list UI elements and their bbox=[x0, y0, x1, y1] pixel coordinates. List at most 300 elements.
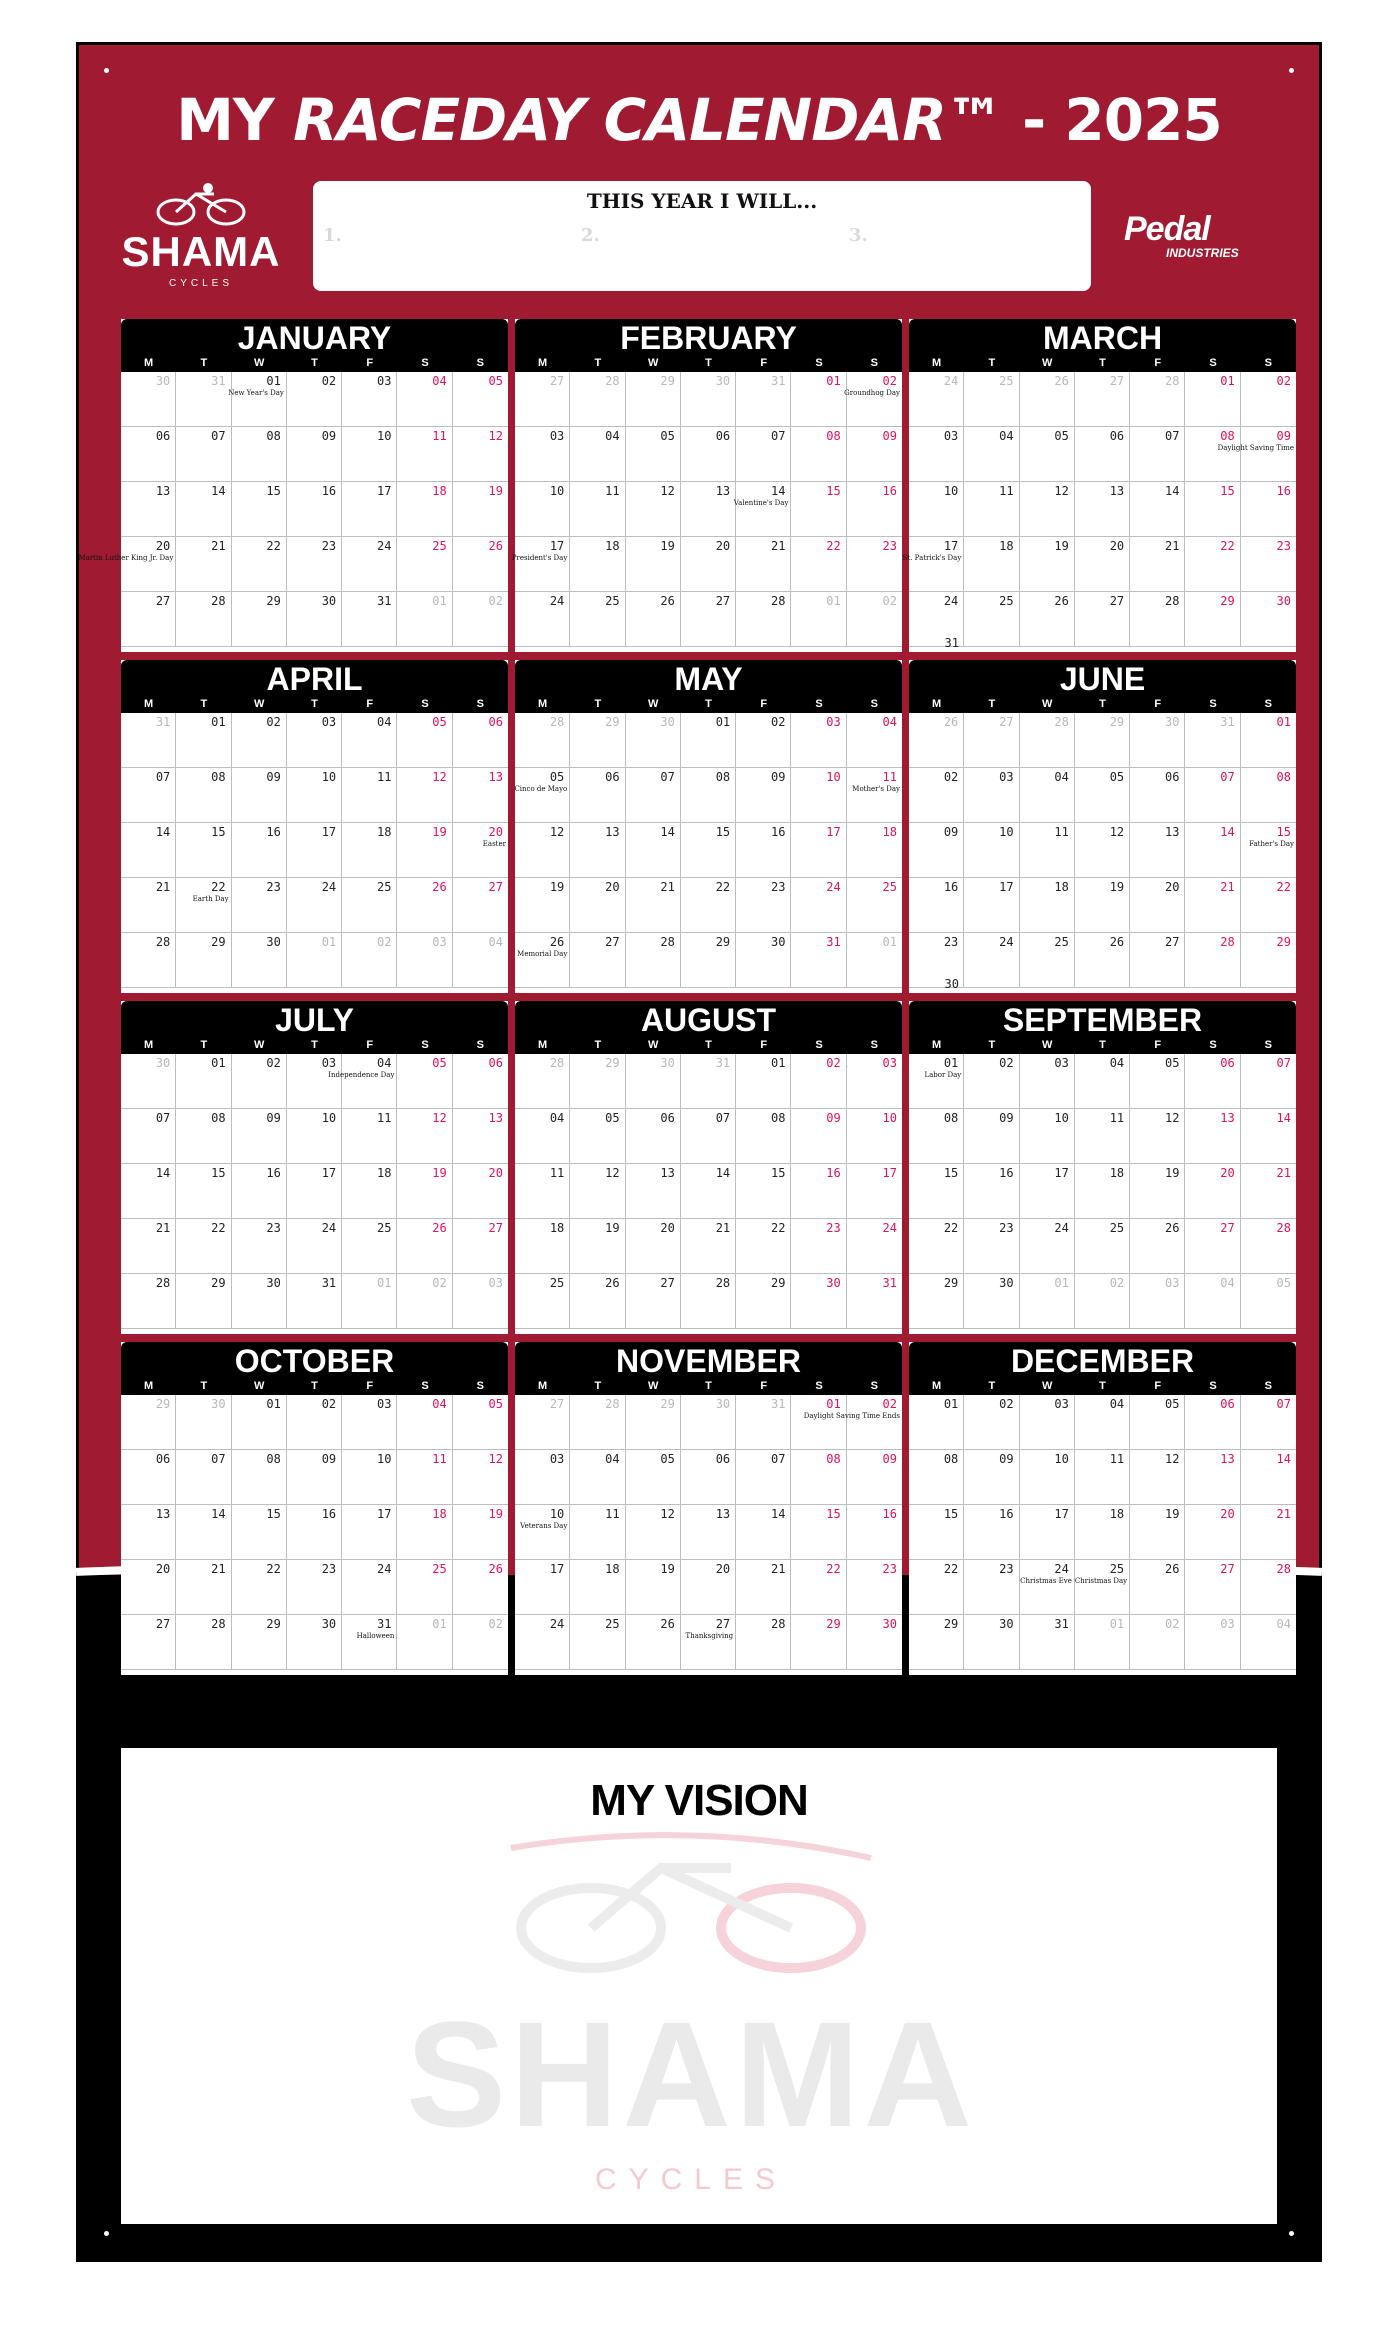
day-cell[interactable] bbox=[287, 537, 342, 592]
day-cell[interactable] bbox=[570, 1615, 625, 1670]
day-cell[interactable] bbox=[453, 823, 508, 878]
day-cell[interactable] bbox=[1130, 427, 1185, 482]
day-cell[interactable] bbox=[736, 1505, 791, 1560]
day-cell[interactable] bbox=[791, 1109, 846, 1164]
day-cell[interactable] bbox=[570, 823, 625, 878]
day-cell[interactable] bbox=[681, 1219, 736, 1274]
day-cell[interactable] bbox=[397, 1164, 452, 1219]
day-cell[interactable] bbox=[1185, 1450, 1240, 1505]
day-cell[interactable] bbox=[121, 592, 176, 647]
day-cell[interactable] bbox=[232, 1450, 287, 1505]
day-cell[interactable] bbox=[1020, 427, 1075, 482]
day-cell[interactable] bbox=[681, 372, 736, 427]
day-cell[interactable] bbox=[397, 1054, 452, 1109]
day-cell[interactable] bbox=[1241, 878, 1296, 933]
day-cell[interactable] bbox=[1130, 1395, 1185, 1450]
day-cell[interactable] bbox=[1185, 1219, 1240, 1274]
day-cell[interactable] bbox=[397, 1450, 452, 1505]
day-cell[interactable] bbox=[453, 1219, 508, 1274]
day-cell[interactable] bbox=[1130, 537, 1185, 592]
day-cell[interactable] bbox=[232, 537, 287, 592]
day-cell[interactable] bbox=[1130, 1560, 1185, 1615]
day-cell[interactable] bbox=[791, 713, 846, 768]
day-cell[interactable] bbox=[847, 592, 902, 647]
day-cell[interactable] bbox=[626, 1615, 681, 1670]
day-cell[interactable] bbox=[176, 1164, 231, 1219]
day-cell[interactable] bbox=[287, 427, 342, 482]
day-cell[interactable] bbox=[1241, 933, 1296, 988]
goal-item-1[interactable]: 1. bbox=[323, 225, 342, 246]
day-cell[interactable] bbox=[1130, 713, 1185, 768]
day-cell[interactable] bbox=[1020, 1109, 1075, 1164]
day-cell[interactable] bbox=[176, 1109, 231, 1164]
day-cell[interactable] bbox=[847, 1505, 902, 1560]
day-cell[interactable] bbox=[232, 1274, 287, 1329]
day-cell[interactable] bbox=[515, 372, 570, 427]
day-cell[interactable] bbox=[1020, 1219, 1075, 1274]
day-cell[interactable] bbox=[847, 1164, 902, 1219]
day-cell[interactable] bbox=[736, 878, 791, 933]
day-cell[interactable] bbox=[791, 1164, 846, 1219]
day-cell[interactable] bbox=[176, 482, 231, 537]
day-cell[interactable] bbox=[681, 427, 736, 482]
day-cell[interactable] bbox=[232, 713, 287, 768]
day-cell[interactable] bbox=[736, 823, 791, 878]
day-cell[interactable] bbox=[909, 878, 964, 933]
day-cell[interactable] bbox=[232, 1505, 287, 1560]
day-cell[interactable] bbox=[1020, 768, 1075, 823]
day-cell[interactable] bbox=[1185, 823, 1240, 878]
day-cell[interactable] bbox=[287, 823, 342, 878]
day-cell[interactable] bbox=[232, 1109, 287, 1164]
day-cell[interactable] bbox=[847, 537, 902, 592]
day-cell[interactable] bbox=[515, 1615, 570, 1670]
day-cell[interactable] bbox=[909, 768, 964, 823]
day-cell[interactable] bbox=[1130, 933, 1185, 988]
day-cell[interactable] bbox=[964, 1054, 1019, 1109]
day-cell[interactable] bbox=[626, 1109, 681, 1164]
day-cell[interactable] bbox=[681, 768, 736, 823]
day-cell[interactable] bbox=[1020, 1615, 1075, 1670]
goal-item-2[interactable]: 2. bbox=[581, 225, 600, 246]
day-cell[interactable] bbox=[176, 1450, 231, 1505]
day-cell[interactable] bbox=[1241, 713, 1296, 768]
day-cell[interactable] bbox=[847, 878, 902, 933]
day-cell[interactable] bbox=[902, 537, 964, 592]
day-cell[interactable] bbox=[453, 1054, 508, 1109]
day-cell[interactable] bbox=[570, 768, 625, 823]
day-cell[interactable] bbox=[287, 768, 342, 823]
day-cell[interactable] bbox=[121, 1450, 176, 1505]
day-cell[interactable] bbox=[1020, 1164, 1075, 1219]
day-cell[interactable] bbox=[342, 933, 397, 988]
day-cell[interactable] bbox=[453, 878, 508, 933]
day-cell[interactable] bbox=[453, 768, 508, 823]
day-cell[interactable] bbox=[847, 1219, 902, 1274]
day-cell[interactable] bbox=[1241, 482, 1296, 537]
day-cell[interactable] bbox=[287, 878, 342, 933]
day-cell[interactable] bbox=[287, 1450, 342, 1505]
day-cell[interactable] bbox=[397, 933, 452, 988]
day-cell[interactable] bbox=[681, 1109, 736, 1164]
day-cell[interactable] bbox=[1130, 1505, 1185, 1560]
day-cell[interactable] bbox=[287, 1560, 342, 1615]
day-cell[interactable] bbox=[515, 482, 570, 537]
day-cell[interactable] bbox=[1020, 592, 1075, 647]
day-cell[interactable] bbox=[232, 1560, 287, 1615]
day-cell[interactable] bbox=[847, 768, 902, 823]
day-cell[interactable] bbox=[1130, 1164, 1185, 1219]
day-cell[interactable] bbox=[964, 537, 1019, 592]
day-cell[interactable] bbox=[1075, 592, 1130, 647]
day-cell[interactable] bbox=[1130, 1109, 1185, 1164]
day-cell[interactable] bbox=[121, 1615, 176, 1670]
day-cell[interactable] bbox=[228, 372, 287, 427]
day-cell[interactable] bbox=[964, 1164, 1019, 1219]
day-cell[interactable] bbox=[909, 482, 964, 537]
day-cell[interactable] bbox=[1075, 1219, 1130, 1274]
day-cell[interactable] bbox=[570, 1560, 625, 1615]
day-cell[interactable] bbox=[1130, 372, 1185, 427]
day-cell[interactable] bbox=[515, 427, 570, 482]
day-cell[interactable] bbox=[121, 427, 176, 482]
day-cell[interactable] bbox=[626, 768, 681, 823]
day-cell[interactable] bbox=[736, 372, 791, 427]
day-cell[interactable] bbox=[964, 1109, 1019, 1164]
day-cell[interactable] bbox=[736, 1560, 791, 1615]
day-cell[interactable] bbox=[964, 713, 1019, 768]
day-cell[interactable] bbox=[287, 1164, 342, 1219]
day-cell[interactable] bbox=[342, 1615, 397, 1670]
day-cell[interactable] bbox=[1241, 1054, 1296, 1109]
day-cell[interactable] bbox=[342, 1219, 397, 1274]
day-cell[interactable] bbox=[1075, 713, 1130, 768]
day-cell[interactable] bbox=[736, 592, 791, 647]
day-cell[interactable] bbox=[1020, 933, 1075, 988]
day-cell[interactable] bbox=[232, 1164, 287, 1219]
day-cell[interactable] bbox=[736, 1109, 791, 1164]
day-cell[interactable] bbox=[1185, 427, 1240, 482]
day-cell[interactable] bbox=[176, 372, 231, 427]
day-cell[interactable] bbox=[791, 537, 846, 592]
day-cell[interactable] bbox=[397, 713, 452, 768]
day-cell[interactable] bbox=[287, 1615, 342, 1670]
day-cell[interactable] bbox=[515, 1395, 570, 1450]
day-cell[interactable] bbox=[736, 1054, 791, 1109]
day-cell[interactable] bbox=[1130, 1450, 1185, 1505]
day-cell[interactable] bbox=[515, 1109, 570, 1164]
day-cell[interactable] bbox=[515, 1164, 570, 1219]
day-cell[interactable] bbox=[570, 1164, 625, 1219]
day-cell[interactable] bbox=[626, 1054, 681, 1109]
day-cell[interactable] bbox=[121, 1219, 176, 1274]
day-cell[interactable] bbox=[515, 823, 570, 878]
day-cell[interactable] bbox=[232, 1395, 287, 1450]
day-cell[interactable] bbox=[909, 1054, 964, 1109]
day-cell[interactable] bbox=[342, 1560, 397, 1615]
day-cell[interactable] bbox=[232, 1615, 287, 1670]
day-cell[interactable] bbox=[121, 1164, 176, 1219]
day-cell[interactable] bbox=[791, 1615, 846, 1670]
day-cell[interactable] bbox=[791, 1505, 846, 1560]
day-cell[interactable] bbox=[1020, 878, 1075, 933]
day-cell[interactable] bbox=[121, 933, 176, 988]
day-cell[interactable] bbox=[176, 1395, 231, 1450]
day-cell[interactable] bbox=[964, 1505, 1019, 1560]
day-cell[interactable] bbox=[844, 372, 902, 427]
day-cell[interactable] bbox=[681, 1560, 736, 1615]
day-cell[interactable] bbox=[626, 1395, 681, 1450]
day-cell[interactable] bbox=[847, 482, 902, 537]
day-cell[interactable] bbox=[964, 768, 1019, 823]
day-cell[interactable] bbox=[964, 1274, 1019, 1329]
day-cell[interactable] bbox=[515, 1560, 570, 1615]
day-cell[interactable] bbox=[1185, 1395, 1240, 1450]
day-cell[interactable] bbox=[626, 537, 681, 592]
day-cell[interactable] bbox=[1075, 1054, 1130, 1109]
day-cell[interactable] bbox=[736, 1219, 791, 1274]
day-cell[interactable] bbox=[909, 1560, 964, 1615]
day-cell[interactable] bbox=[847, 1109, 902, 1164]
day-cell[interactable] bbox=[909, 1219, 964, 1274]
day-cell[interactable] bbox=[397, 482, 452, 537]
day-cell[interactable] bbox=[736, 1274, 791, 1329]
day-cell[interactable] bbox=[121, 823, 176, 878]
day-cell[interactable] bbox=[397, 537, 452, 592]
day-cell[interactable] bbox=[964, 482, 1019, 537]
day-cell[interactable] bbox=[1075, 1164, 1130, 1219]
day-cell[interactable] bbox=[1075, 1395, 1130, 1450]
day-cell[interactable] bbox=[736, 427, 791, 482]
day-cell[interactable] bbox=[570, 537, 625, 592]
day-cell[interactable] bbox=[791, 1274, 846, 1329]
day-cell[interactable] bbox=[681, 878, 736, 933]
day-cell[interactable] bbox=[121, 1054, 176, 1109]
day-cell[interactable] bbox=[626, 592, 681, 647]
day-cell[interactable] bbox=[342, 1164, 397, 1219]
day-cell[interactable] bbox=[287, 592, 342, 647]
day-cell[interactable] bbox=[176, 1615, 231, 1670]
day-cell[interactable] bbox=[397, 372, 452, 427]
day-cell[interactable] bbox=[733, 482, 791, 537]
day-cell[interactable] bbox=[287, 1109, 342, 1164]
day-cell[interactable] bbox=[1075, 482, 1130, 537]
day-cell[interactable] bbox=[1185, 1505, 1240, 1560]
day-cell[interactable] bbox=[397, 592, 452, 647]
day-cell[interactable] bbox=[1075, 537, 1130, 592]
day-cell[interactable] bbox=[342, 823, 397, 878]
day-cell[interactable] bbox=[1020, 1560, 1075, 1615]
day-cell[interactable] bbox=[964, 592, 1019, 647]
day-cell[interactable] bbox=[1241, 1164, 1296, 1219]
day-cell[interactable] bbox=[736, 1450, 791, 1505]
day-cell[interactable] bbox=[847, 1274, 902, 1329]
day-cell[interactable] bbox=[232, 768, 287, 823]
day-cell[interactable] bbox=[1241, 1615, 1296, 1670]
day-cell[interactable] bbox=[791, 427, 846, 482]
day-cell[interactable] bbox=[515, 592, 570, 647]
day-cell[interactable] bbox=[964, 878, 1019, 933]
day-cell[interactable] bbox=[791, 482, 846, 537]
day-cell[interactable] bbox=[681, 1164, 736, 1219]
day-cell[interactable] bbox=[1075, 372, 1130, 427]
day-cell[interactable] bbox=[681, 1505, 736, 1560]
day-cell[interactable] bbox=[626, 933, 681, 988]
day-cell[interactable] bbox=[342, 713, 397, 768]
day-cell[interactable] bbox=[847, 713, 902, 768]
day-cell[interactable] bbox=[626, 823, 681, 878]
day-cell[interactable] bbox=[1075, 1560, 1130, 1615]
day-cell[interactable] bbox=[1130, 1219, 1185, 1274]
day-cell[interactable] bbox=[342, 768, 397, 823]
day-cell[interactable] bbox=[176, 592, 231, 647]
day-cell[interactable] bbox=[397, 1395, 452, 1450]
day-cell[interactable] bbox=[1241, 1395, 1296, 1450]
day-cell[interactable] bbox=[515, 1505, 570, 1560]
day-cell[interactable] bbox=[453, 537, 508, 592]
day-cell[interactable] bbox=[121, 482, 176, 537]
day-cell[interactable] bbox=[964, 1450, 1019, 1505]
day-cell[interactable] bbox=[1075, 1615, 1130, 1670]
day-cell[interactable] bbox=[1241, 372, 1296, 427]
day-cell[interactable] bbox=[1185, 1615, 1240, 1670]
day-cell[interactable] bbox=[397, 1274, 452, 1329]
day-cell[interactable] bbox=[453, 1274, 508, 1329]
day-cell[interactable] bbox=[287, 1395, 342, 1450]
day-cell[interactable] bbox=[1130, 1615, 1185, 1670]
day-cell[interactable] bbox=[1020, 1274, 1075, 1329]
day-cell[interactable] bbox=[570, 1450, 625, 1505]
day-cell[interactable] bbox=[1075, 1505, 1130, 1560]
day-cell[interactable] bbox=[176, 1560, 231, 1615]
day-cell[interactable] bbox=[1020, 537, 1075, 592]
day-cell[interactable] bbox=[681, 1054, 736, 1109]
day-cell[interactable] bbox=[1185, 1560, 1240, 1615]
day-cell[interactable] bbox=[626, 1560, 681, 1615]
day-cell[interactable] bbox=[397, 1109, 452, 1164]
day-cell[interactable] bbox=[847, 1450, 902, 1505]
day-cell[interactable] bbox=[515, 933, 570, 988]
day-cell[interactable] bbox=[342, 1505, 397, 1560]
day-cell[interactable] bbox=[909, 713, 964, 768]
day-cell[interactable] bbox=[791, 372, 846, 427]
day-cell[interactable] bbox=[342, 537, 397, 592]
day-cell[interactable] bbox=[1075, 1109, 1130, 1164]
day-cell[interactable] bbox=[1130, 823, 1185, 878]
day-cell[interactable] bbox=[78, 537, 176, 592]
day-cell[interactable] bbox=[287, 1505, 342, 1560]
day-cell[interactable] bbox=[232, 592, 287, 647]
day-cell[interactable] bbox=[1241, 1274, 1296, 1329]
day-cell[interactable] bbox=[397, 427, 452, 482]
day-cell[interactable] bbox=[342, 1395, 397, 1450]
day-cell[interactable] bbox=[570, 482, 625, 537]
day-cell[interactable] bbox=[515, 1054, 570, 1109]
day-cell[interactable] bbox=[1241, 768, 1296, 823]
day-cell[interactable] bbox=[964, 1560, 1019, 1615]
goals-box[interactable] bbox=[313, 181, 1091, 291]
day-cell[interactable] bbox=[397, 1560, 452, 1615]
day-cell[interactable] bbox=[626, 1274, 681, 1329]
day-cell[interactable] bbox=[570, 878, 625, 933]
day-cell[interactable] bbox=[791, 1395, 846, 1450]
day-cell[interactable] bbox=[287, 482, 342, 537]
day-cell[interactable] bbox=[1075, 933, 1130, 988]
day-cell[interactable] bbox=[453, 372, 508, 427]
day-cell[interactable] bbox=[1130, 1274, 1185, 1329]
day-cell[interactable] bbox=[121, 1505, 176, 1560]
day-cell[interactable] bbox=[1241, 1505, 1296, 1560]
day-cell[interactable] bbox=[570, 1109, 625, 1164]
day-cell[interactable] bbox=[342, 1450, 397, 1505]
day-cell[interactable] bbox=[121, 1109, 176, 1164]
day-cell[interactable] bbox=[681, 1615, 736, 1670]
day-cell[interactable] bbox=[1130, 592, 1185, 647]
day-cell[interactable] bbox=[570, 372, 625, 427]
day-cell[interactable] bbox=[232, 878, 287, 933]
day-cell[interactable] bbox=[176, 878, 231, 933]
day-cell[interactable] bbox=[847, 823, 902, 878]
day-cell[interactable] bbox=[453, 1615, 508, 1670]
day-cell[interactable] bbox=[570, 427, 625, 482]
day-cell[interactable] bbox=[453, 933, 508, 988]
day-cell[interactable] bbox=[626, 1505, 681, 1560]
day-cell[interactable] bbox=[176, 713, 231, 768]
day-cell[interactable] bbox=[626, 1164, 681, 1219]
day-cell[interactable] bbox=[847, 933, 902, 988]
day-cell[interactable] bbox=[453, 427, 508, 482]
day-cell[interactable] bbox=[342, 372, 397, 427]
day-cell[interactable] bbox=[342, 482, 397, 537]
day-cell[interactable] bbox=[570, 1274, 625, 1329]
vision-board[interactable] bbox=[121, 1748, 1277, 2224]
day-cell[interactable] bbox=[791, 1560, 846, 1615]
day-cell[interactable] bbox=[1020, 482, 1075, 537]
day-cell[interactable] bbox=[1075, 823, 1130, 878]
day-cell[interactable] bbox=[791, 1219, 846, 1274]
day-cell[interactable] bbox=[1185, 1109, 1240, 1164]
day-cell[interactable] bbox=[1020, 713, 1075, 768]
day-cell[interactable] bbox=[570, 1054, 625, 1109]
goal-item-3[interactable]: 3. bbox=[849, 225, 868, 246]
day-cell[interactable] bbox=[515, 1219, 570, 1274]
day-cell[interactable] bbox=[909, 1505, 964, 1560]
day-cell[interactable] bbox=[453, 482, 508, 537]
day-cell[interactable] bbox=[570, 1395, 625, 1450]
day-cell[interactable] bbox=[1241, 1450, 1296, 1505]
day-cell[interactable] bbox=[626, 482, 681, 537]
day-cell[interactable] bbox=[1241, 592, 1296, 647]
day-cell[interactable] bbox=[1075, 1274, 1130, 1329]
day-cell[interactable] bbox=[176, 1054, 231, 1109]
day-cell[interactable] bbox=[232, 823, 287, 878]
day-cell[interactable] bbox=[232, 427, 287, 482]
day-cell[interactable] bbox=[964, 933, 1019, 988]
day-cell[interactable] bbox=[176, 537, 231, 592]
day-cell[interactable] bbox=[1241, 1219, 1296, 1274]
day-cell[interactable] bbox=[1241, 1109, 1296, 1164]
day-cell[interactable] bbox=[1020, 372, 1075, 427]
day-cell[interactable] bbox=[121, 1274, 176, 1329]
day-cell[interactable] bbox=[176, 823, 231, 878]
day-cell[interactable] bbox=[1185, 1054, 1240, 1109]
day-cell[interactable] bbox=[736, 933, 791, 988]
day-cell[interactable] bbox=[342, 1274, 397, 1329]
day-cell[interactable] bbox=[515, 713, 570, 768]
day-cell[interactable] bbox=[681, 482, 736, 537]
extra-day-cell[interactable] bbox=[909, 976, 964, 993]
day-cell[interactable] bbox=[791, 878, 846, 933]
